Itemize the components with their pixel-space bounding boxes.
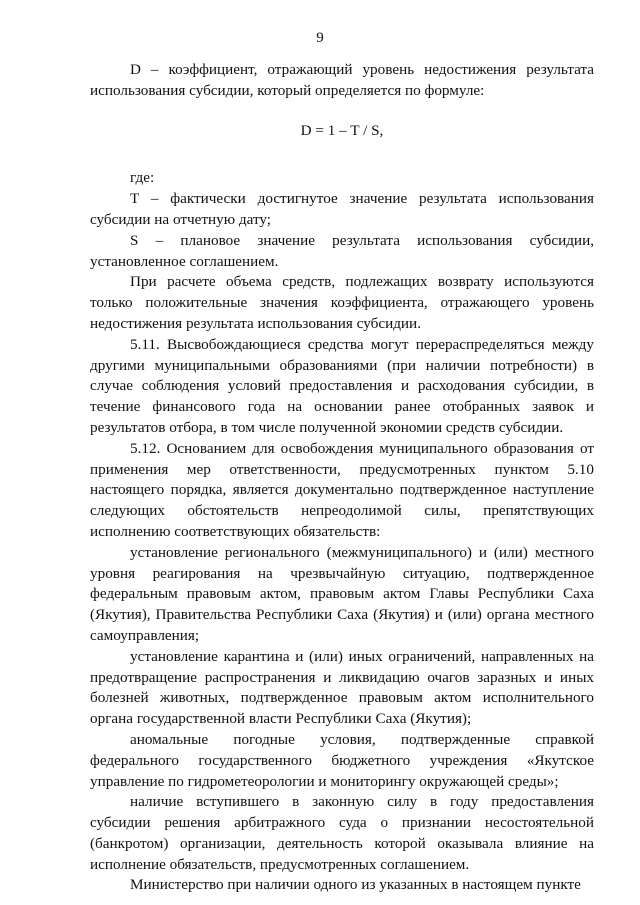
paragraph-5-12: 5.12. Основанием для освобождения муниципального образования от применения мер ответственности, предусмотренных пунктом 5.10 настоящего порядка, является документально подтвержденное наступление следующих обстоятельств непреодолимой силы, препятствующих исполнению соответствующих обязательств: xyxy=(90,439,594,540)
paragraph-weather: аномальные погодные условия, подтвержденные справкой федерального государственного бюджетного учреждения «Якутское управление по гидрометеорологии и мониторингу окружающей среды»; xyxy=(90,730,594,790)
paragraph-5-11: 5.11. Высвобождающиеся средства могут перераспределяться между другими муниципальными образованиями (при наличии потребности) в случае соблюдения условий предоставления и расходования субсидии, в течение финансового года на основании ранее отобранных заявок и результатов отбора, в том числе полученной экономии средств субсидии. xyxy=(90,335,594,436)
paragraph-bankruptcy: наличие вступившего в законную силу в году предоставления субсидии решения арбитражного суда о признании несостоятельной (банкротом) организации, деятельность которой оказывала влияние на исполнение обязательств, предусмотренных соглашением. xyxy=(90,793,594,873)
paragraph-where: где: xyxy=(130,169,155,187)
formula: D = 1 – T / S, xyxy=(300,121,384,139)
paragraph-calculation-note: При расчете объема средств, подлежащих возврату используются только положительные значения коэффициента, отражающего уровень недостижения результата использования субсидии. xyxy=(90,273,594,332)
paragraph-coefficient-d: D – коэффициент, отражающий уровень недостижения результата использования субсидии, который определяется по формуле: xyxy=(90,61,594,99)
paragraph-ministry: Министерство при наличии одного из указанных в настоящем пункте xyxy=(130,876,581,894)
paragraph-t-definition: T – фактически достигнутое значение результата использования субсидии на отчетную дату; xyxy=(90,190,594,228)
paragraph-s-definition: S – плановое значение результата использования субсидии, установленное соглашением. xyxy=(90,231,594,270)
paragraph-emergency: установление регионального (межмуниципального) и (или) местного уровня реагирования на чрезвычайную ситуацию, подтвержденное федеральным правовым актом, правовым актом Главы Республики Саха (Якутия), Правительства Республики Саха (Якутия) и (или) органа местного самоуправления; xyxy=(90,543,594,644)
paragraph-quarantine: установление карантина и (или) иных ограничений, направленных на предотвращение распространения и ликвидацию очагов заразных и иных болезней животных, подтвержденное правовым актом исполнительного органа государственной власти Республики Саха (Якутия); xyxy=(90,647,594,728)
page-number: 9 xyxy=(316,30,324,46)
document-body xyxy=(90,60,594,896)
